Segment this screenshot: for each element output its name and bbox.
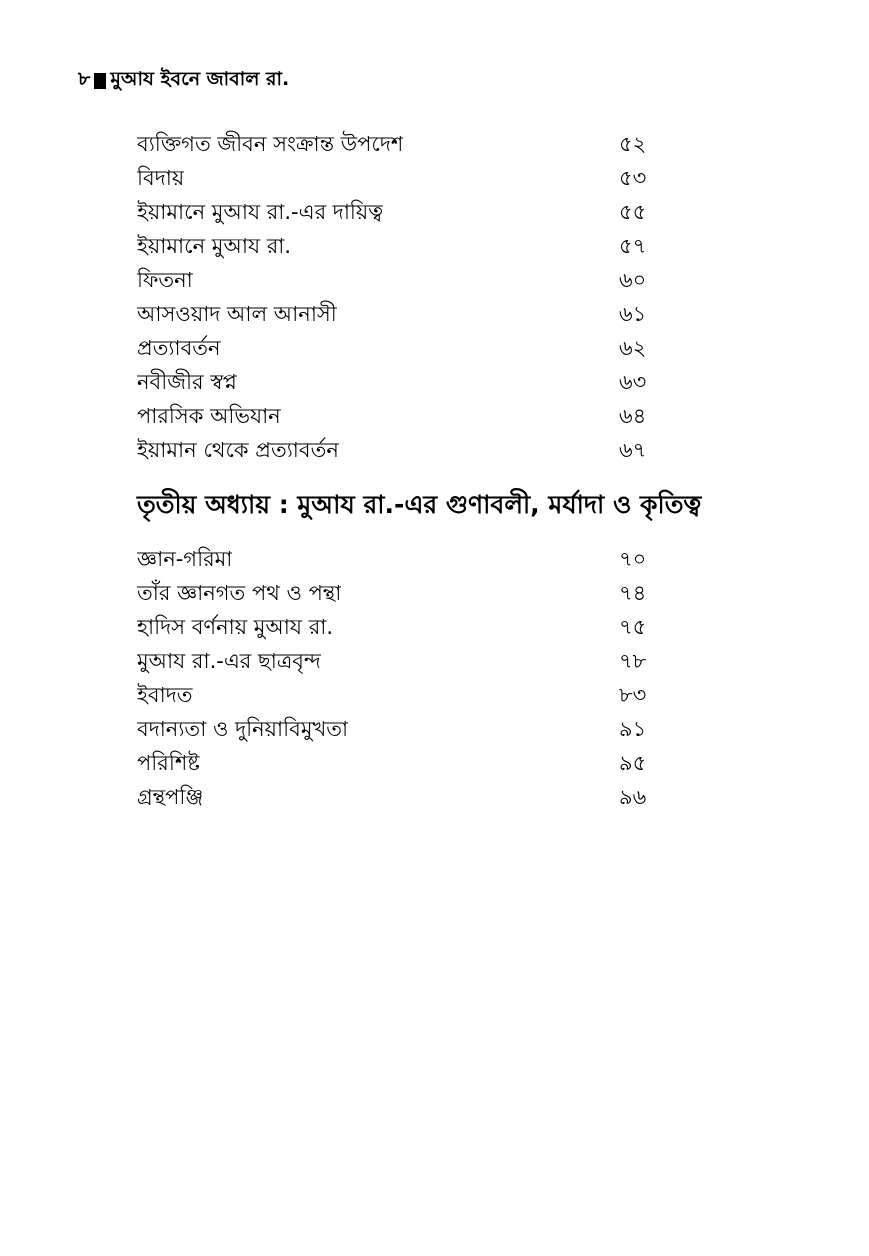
toc-entry-page: ৫২ <box>619 131 647 156</box>
toc-entry-title: জ্ঞান-গরিমা <box>137 546 233 571</box>
toc-entry[interactable] <box>137 366 663 400</box>
toc-entry[interactable] <box>137 264 663 298</box>
toc-entry-title: তাঁর জ্ঞানগত পথ ও পন্থা <box>137 580 342 605</box>
toc-entry-page: ৭৫ <box>619 614 647 639</box>
toc-entry-title: ব্যক্তিগত জীবন সংক্রান্ত উপদেশ <box>137 131 404 156</box>
toc-entry-title: নবীজীর স্বপ্ন <box>137 369 237 394</box>
toc-entry-title: বদান্যতা ও দুনিয়াবিমুখতা <box>137 716 349 741</box>
toc-entry[interactable] <box>137 713 663 747</box>
toc-entry-page: ৯৬ <box>619 784 647 809</box>
book-title: মুআয ইবনে জাবাল রা. <box>110 68 290 90</box>
toc-entry[interactable] <box>137 128 663 162</box>
toc-entry-title: হাদিস বর্ণনায় মুআয রা. <box>137 614 334 639</box>
toc-entry-page: ৯১ <box>619 716 647 741</box>
toc-entry-page: ৬১ <box>619 301 647 326</box>
toc-list-part2 <box>137 543 663 815</box>
toc-entry-page: ৬৩ <box>619 369 647 394</box>
toc-entry[interactable] <box>137 298 663 332</box>
toc-entry-page: ৭৪ <box>619 580 647 605</box>
toc-entry[interactable] <box>137 332 663 366</box>
toc-entry-title: গ্রন্থপঞ্জি <box>137 784 204 809</box>
toc-entry[interactable] <box>137 543 663 577</box>
toc-list-part1 <box>137 128 663 468</box>
running-header <box>78 66 289 96</box>
toc-entry[interactable] <box>137 577 663 611</box>
toc-entry[interactable] <box>137 645 663 679</box>
toc-entry-page: ৬০ <box>619 267 647 292</box>
toc-entry-title: ইয়ামান থেকে প্রত্যাবর্তন <box>137 437 339 462</box>
toc-entry-page: ৫৭ <box>619 233 647 258</box>
toc-entry[interactable] <box>137 781 663 815</box>
toc-entry[interactable] <box>137 747 663 781</box>
toc-entry-page: ৯৫ <box>619 750 647 775</box>
toc-entry[interactable] <box>137 162 663 196</box>
toc-entry-title: ইয়ামানে মুআয রা.-এর দায়িত্ব <box>137 199 384 224</box>
toc-entry-page: ৮৩ <box>619 682 647 707</box>
toc-entry-page: ৬২ <box>619 335 647 360</box>
square-bullet-icon <box>94 73 106 89</box>
toc-entry-title: পরিশিষ্ট <box>137 750 200 775</box>
chapter-heading[interactable]: তৃতীয় অধ্যায় : মুআয রা.-এর গুণাবলী, মর্যাদা ও কৃতিত্ব <box>137 489 702 519</box>
toc-entry-page: ৫৩ <box>619 165 647 190</box>
toc-entry-title: বিদায় <box>137 165 185 190</box>
toc-entry-title: প্রত্যাবর্তন <box>137 335 221 360</box>
toc-entry[interactable] <box>137 679 663 713</box>
toc-entry[interactable] <box>137 400 663 434</box>
toc-entry-title: আসওয়াদ আল আনাসী <box>137 301 337 326</box>
toc-entry-title: ফিতনা <box>137 267 193 292</box>
toc-entry-page: ৬৭ <box>619 437 647 462</box>
toc-entry-page: ৭৮ <box>619 648 647 673</box>
toc-entry-title: ইবাদত <box>137 682 193 707</box>
toc-entry[interactable] <box>137 611 663 645</box>
toc-entry-title: মুআয রা.-এর ছাত্রবৃন্দ <box>137 648 321 673</box>
toc-entry-title: ইয়ামানে মুআয রা. <box>137 233 292 258</box>
toc-entry[interactable] <box>137 196 663 230</box>
toc-entry-page: ৬৪ <box>619 403 647 428</box>
toc-entry[interactable] <box>137 434 663 468</box>
toc-entry-page: ৫৫ <box>619 199 647 224</box>
toc-entry-title: পারসিক অভিযান <box>137 403 281 428</box>
toc-entry[interactable] <box>137 230 663 264</box>
page-number: ৮ <box>78 68 91 90</box>
toc-entry-page: ৭০ <box>619 546 647 571</box>
